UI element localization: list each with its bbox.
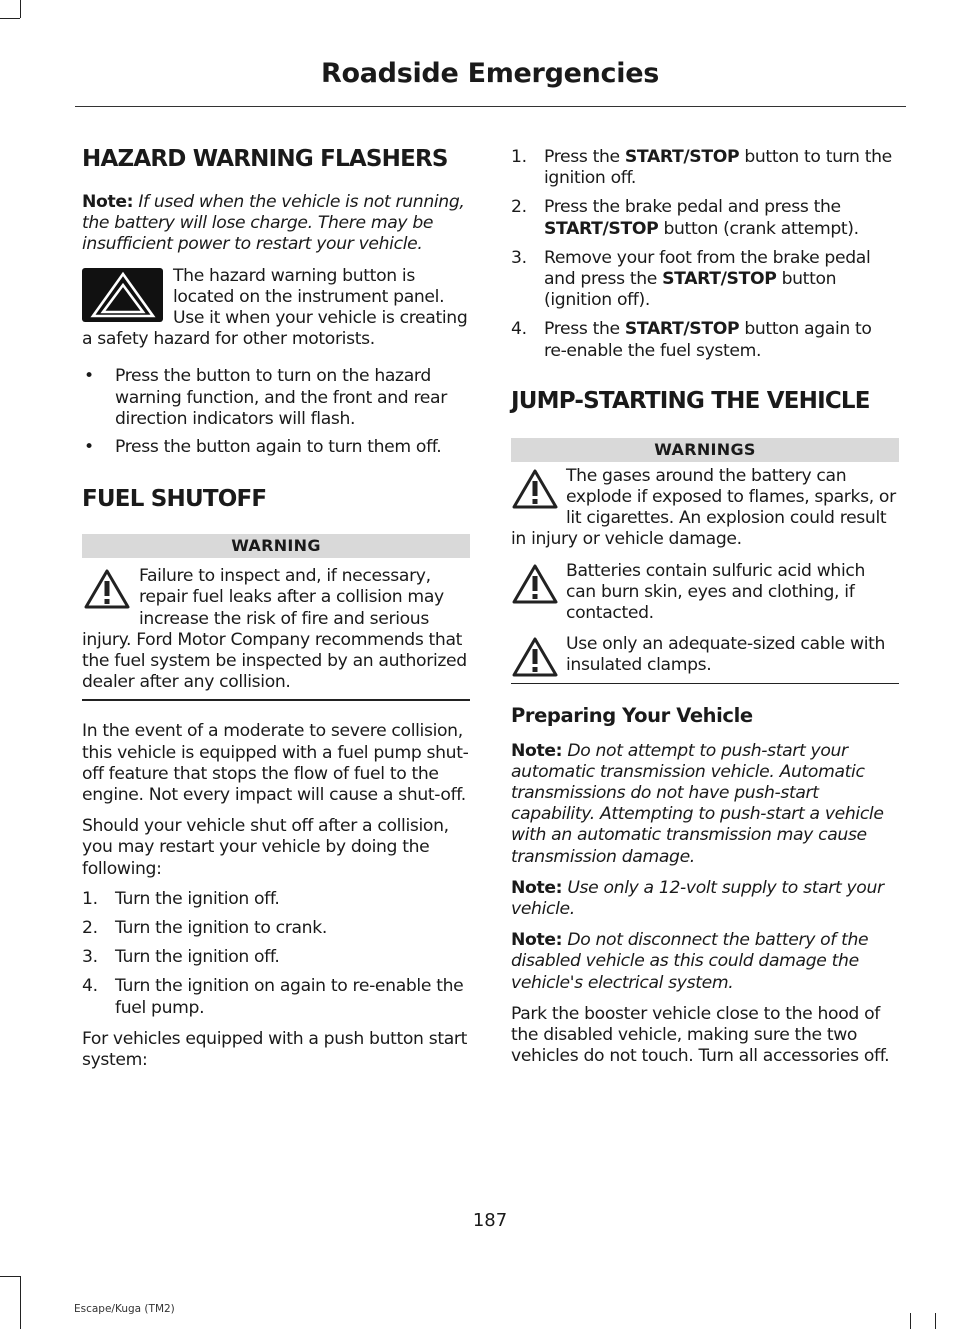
jump-note: [511, 878, 899, 920]
step-text: Turn the ignition off.: [115, 888, 280, 909]
list-item-text: Press the button to turn on the hazard warning function, and the front and rear direction indicators will flash.: [115, 366, 447, 429]
step-number: 1.: [82, 888, 98, 909]
warning-triangle-icon: [511, 468, 559, 510]
warning-triangle-icon: [511, 563, 559, 605]
step-text: button again to re-enable the fuel system.: [544, 319, 872, 361]
crop-mark: [20, 1276, 21, 1329]
warning-rule: [511, 683, 899, 684]
step-text: button (ignition off).: [544, 269, 837, 311]
list-item: [82, 976, 470, 1018]
warning-text: The gases around the battery can explode if exposed to flames, sparks, or lit cigarettes. An explosion could result in injury or vehicle damage.: [511, 465, 896, 550]
note-text: If used when the vehicle is not running, the battery will lose charge. There may be insufficient power to restart your vehicle.: [82, 192, 465, 255]
step-text: Turn the ignition off.: [115, 947, 280, 968]
fuel-para-2: Should your vehicle shut off after a collision, you may restart your vehicle by doing the following:: [82, 816, 449, 879]
warning-rule: [82, 699, 470, 701]
step-text: Press the: [544, 319, 625, 340]
crop-mark: [0, 1276, 20, 1277]
list-item: [82, 918, 470, 939]
note-label: Note:: [82, 192, 134, 212]
hazard-note: [82, 192, 470, 256]
step-text: button to turn the ignition off.: [544, 147, 892, 189]
hazard-body: The hazard warning button is located on the instrument panel. Use it when your vehicle is creating a safety hazard for other motorists.: [82, 265, 468, 350]
note-text: Use only a 12-volt supply to start your vehicle.: [511, 877, 884, 920]
note-label: Note:: [511, 740, 563, 761]
bullet: •: [84, 437, 94, 458]
preparing-subheading: Preparing Your Vehicle: [511, 703, 753, 727]
list-item: [511, 147, 899, 189]
list-item: [511, 197, 899, 239]
page-title: Roadside Emergencies: [321, 58, 659, 89]
list-item: [82, 889, 470, 910]
jump-warning-2: [511, 561, 899, 635]
hazard-info-block: [82, 266, 470, 367]
bullet: •: [84, 366, 94, 387]
step-text: Remove your foot from the brake pedal and press the: [544, 247, 871, 290]
hazard-bullets: [82, 366, 470, 458]
jump-heading: JUMP-STARTING THE VEHICLE: [511, 387, 870, 414]
step-text: Turn the ignition on again to re-enable the fuel pump.: [115, 976, 464, 1018]
fuel-warning-text: Failure to inspect and, if necessary, repair fuel leaks after a collision may increase the risk of fire and serious injury. Ford Motor Company recommends that the fuel system be inspected by an authorized dealer after any collision.: [82, 566, 467, 693]
fuel-para-3: For vehicles equipped with a push button start system:: [82, 1028, 467, 1071]
step-number: 2.: [82, 918, 98, 939]
step-text: Press the brake pedal and press the: [544, 197, 841, 218]
start-stop-label: START/STOP: [624, 147, 740, 167]
note-text: Do not disconnect the battery of the disabled vehicle as this could damage the vehicle's electrical system.: [511, 930, 869, 993]
step-number: 1.: [511, 147, 527, 167]
step-number: 3.: [511, 247, 527, 268]
list-item: [511, 319, 899, 361]
page-number: 187: [472, 1210, 508, 1231]
jump-note: [511, 741, 899, 868]
list-item: [82, 366, 470, 430]
note-label: Note:: [511, 877, 563, 898]
crop-mark: [935, 1313, 936, 1329]
warning-triangle-icon: [511, 636, 559, 678]
push-button-steps: [511, 147, 899, 362]
jump-warning-3: [511, 634, 899, 682]
hazard-triangle-icon: [82, 268, 163, 322]
note-text: Do not attempt to push-start your automatic transmission vehicle. Automatic transmissions do not have push-start capability. Attempting to push-start a vehicle with an automatic transmission may cause transmission damage.: [511, 740, 884, 867]
fuel-para-1: In the event of a moderate to severe collision, this vehicle is equipped with a fuel pump shut-off feature that stops the flow of fuel to the engine. Not every impact will cause a shut-off.: [82, 721, 469, 806]
step-number: 3.: [82, 947, 98, 968]
step-number: 2.: [511, 197, 527, 218]
footer-model: Escape/Kuga (TM2): [74, 1303, 175, 1315]
start-stop-label: START/STOP: [662, 269, 777, 290]
note-label: Note:: [511, 930, 563, 951]
list-item: [82, 947, 470, 968]
left-column: [82, 140, 470, 1081]
step-text: button (crank attempt).: [658, 218, 859, 239]
warning-text: Use only an adequate-sized cable with insulated clamps.: [566, 634, 886, 676]
crop-mark: [0, 18, 20, 19]
list-item: [511, 248, 899, 312]
hazard-heading: HAZARD WARNING FLASHERS: [82, 146, 448, 172]
title-rule: [75, 106, 906, 107]
jump-para: Park the booster vehicle close to the hood of the disabled vehicle, making sure the two vehicles do not touch. Turn all accessories off.: [511, 1003, 890, 1067]
step-text: Press the: [544, 147, 625, 167]
warning-bar: WARNING: [82, 534, 470, 558]
list-item: [82, 437, 470, 458]
step-number: 4.: [82, 976, 98, 997]
start-stop-label: START/STOP: [544, 218, 659, 239]
right-column: [511, 147, 899, 1078]
warnings-bar: WARNINGS: [511, 438, 899, 462]
jump-note: [511, 930, 899, 994]
start-stop-label: START/STOP: [624, 319, 740, 340]
fuel-heading: FUEL SHUTOFF: [82, 486, 267, 513]
crop-mark: [910, 1313, 911, 1329]
warning-triangle-icon: [82, 568, 132, 610]
list-item-text: Press the button again to turn them off.: [115, 437, 442, 458]
fuel-warning-block: [82, 566, 470, 699]
warning-text: Batteries contain sulfuric acid which can burn skin, eyes and clothing, if contacted.: [566, 560, 866, 624]
step-number: 4.: [511, 319, 527, 340]
fuel-steps: [82, 889, 470, 1019]
step-text: Turn the ignition to crank.: [115, 918, 327, 939]
crop-mark: [20, 0, 21, 18]
jump-warning-1: [511, 466, 899, 561]
